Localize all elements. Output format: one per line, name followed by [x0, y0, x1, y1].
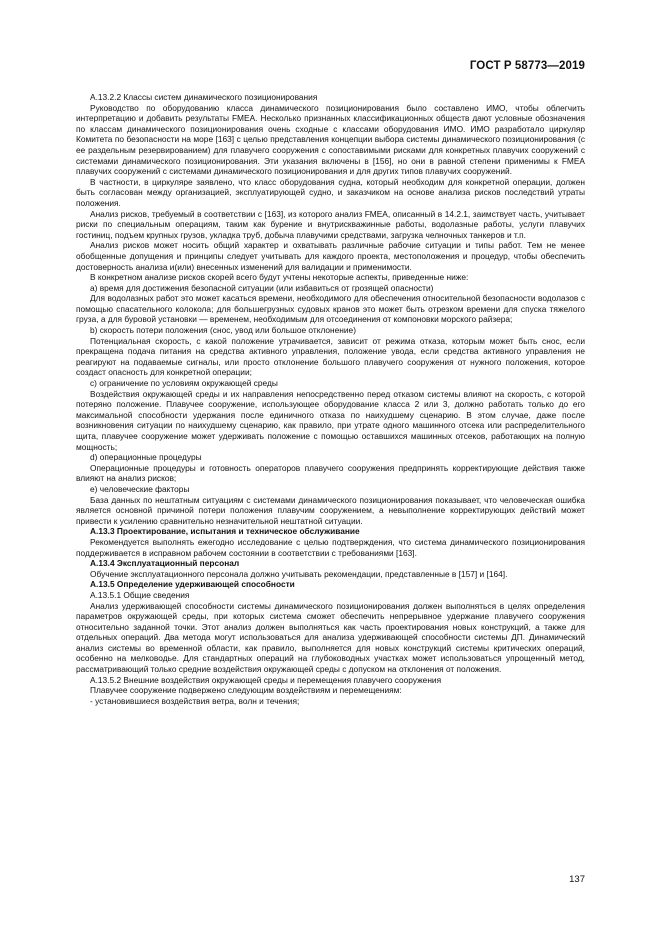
paragraph: а) время для достижения безопасной ситуации (или избавиться от грозящей опасности) [90, 282, 434, 293]
paragraph: База данных по нештатным ситуациям с системами динамического позиционирования показывает, что человеческая ошибка является основной причиной потери положения плавучим сооружением, а невыполнение корректирующих действий может привести к усилению сравнительно незначительной нештатной ситуации. [76, 494, 585, 526]
paragraph: А.13.5.2 Внешние воздействия окружающей среды и перемещения плавучего сооружения [90, 674, 442, 685]
paragraph: Рекомендуется выполнять ежегодно исследование с целью подтверждения, что система динамического позиционирования поддерживается в исправном рабочем состоянии в соответствии с требованиями [163]. [76, 536, 585, 558]
paragraph: А.13.2.2 Классы систем динамического позиционирования [90, 92, 318, 102]
paragraph: Плавучее сооружение подвержено следующим воздействиям и перемещениям: [90, 685, 402, 696]
paragraph: Анализ рисков может носить общий характер и охватывать различные рабочие ситуации и типы работ. Тем не менее обобщенные допущения и принципы следует учитывать для каждого проекта, местоположения и процедур, чтобы обеспечить достоверность анализа и(или) внесенных изменений для валидации и применимости. [76, 240, 585, 272]
paragraph: с) ограничение по условиям окружающей среды [90, 378, 278, 389]
paragraph: Для водолазных работ это может касаться времени, необходимого для обеспечения относительной безопасности водолазов с помощью спасательного колокола; для большегрузных судовых кранов это может быть отрезком времени для спуска тяжелого груза, а для буровой установки — временем, необходимым для отсоединения от компоновки морского райзера; [76, 293, 585, 325]
paragraph: Операционные процедуры и готовность операторов плавучего сооружения предпринять корректирующие действия также влияют на анализ рисков; [76, 462, 585, 484]
section-heading: А.13.4 Эксплуатационный персонал [90, 558, 240, 569]
paragraph: Воздействия окружающей среды и их направления непосредственно перед отказом системы влияют на скорость, с которой потеряно положение. Плавучее сооружение, использующее оборудование класса 2 или 3, должно работать только до его максимальной способности удержания после единичного отказа по наихудшему сценарию. В этом случае, даже после возникновения ситуации по наихудшему сценарию, как правило, при утрате одного машинного отсека или распределительного щита, плавучее сооружение может удерживать положение с помощью оставшихся машинных отсеков, работающих на полную мощность; [76, 388, 585, 452]
paragraph: В частности, в циркуляре заявлено, что класс оборудования судна, который необходим для конкретной операции, должен быть согласован между организацией, эксплуатирующей судно, и заказчиком на основе анализа рисков последствий утраты положения. [76, 176, 585, 208]
paragraph: Анализ рисков, требуемый в соответствии с [163], из которого анализ FMEA, описанный в 14.2.1, заимствует часть, учитывает риски по специальным операциям, таким как бурение и внутрискважинные работы, водолазные работы, услуги плавучих гостиниц, подъем крупных грузов, укладка труб, добыча плавучими средствами, загрузка челночных танкеров и т.п. [76, 208, 585, 240]
section-heading: А.13.3 Проектирование, испытания и техническое обслуживание [90, 526, 360, 537]
paragraph: В конкретном анализе рисков скорей всего будут учтены некоторые аспекты, приведенные ниже: [90, 272, 469, 283]
paragraph: Обучение эксплуатационного персонала должно учитывать рекомендации, представленные в [157] и [164]. [90, 568, 508, 579]
page-number: 137 [569, 874, 585, 885]
paragraph: А.13.5.1 Общие сведения [90, 589, 190, 600]
paragraph: Руководство по оборудованию класса динамического позиционирования было составлено ИМО, чтобы облегчить интерпретацию и добавить результаты FMEA. Несколько признанных классификационных обществ дают условные обозначения по классам динамического позиционирования очень сходные с классами оборудования ИМО. ИМО разработало циркуляр Комитета по безопасности на море [163] с целью представления концепции выбора системы динамического позиционирования (с ее раздельным резервированием) для плавучего сооружения с сопоставимыми рисками для конкретных плавучих сооружений с системами динамического позиционирования. Эти указания включены в [156], но они в равной степени применимы к FMEA плавучих сооружений с системами динамического позиционирования и для других типов плавучих сооружений. [76, 102, 585, 177]
section-heading: А.13.5 Определение удерживающей способности [90, 579, 295, 590]
paragraph: Анализ удерживающей способности системы динамического позиционирования должен выполняться в целях определения параметров окружающей среды, при которых система сможет обеспечить непрерывное удержание плавучего сооружения относительно заданной точки. Этот анализ должен выполняться как часть проектирования новых конструкций, а также для отдельных операций. Два метода могут использоваться для анализа удерживающей способности системы ДП. Динамический анализ системы во временной области, как правило, выполняется для новых конструкций системы критических операций, особенно на мелководье. Для стандартных операций на глубоководных участках может использоваться упрощенный метод, рассматривающий только средние воздействия окружающей среды с допуском на отклонения от положения. [76, 600, 585, 675]
paragraph: Потенциальная скорость, с какой положение утрачивается, зависит от режима отказа, которым может быть снос, если прекращена подача питания на средства активного управления, положение увода, если средства активного управления не реагируют на подаваемые сигналы, или просто отклонение большого плавучего сооружения от нужного положения, которое создаст опасность для конкретной операции; [76, 335, 585, 378]
paragraph: - установившиеся воздействия ветра, волн и течения; [90, 695, 300, 706]
paragraph: b) скорость потери положения (снос, увод или большое отклонение) [90, 325, 356, 336]
document-header: ГОСТ Р 58773—2019 [469, 60, 585, 72]
document-body [76, 92, 585, 706]
paragraph: d) операционные процедуры [90, 452, 202, 463]
paragraph: е) человеческие факторы [90, 483, 190, 494]
